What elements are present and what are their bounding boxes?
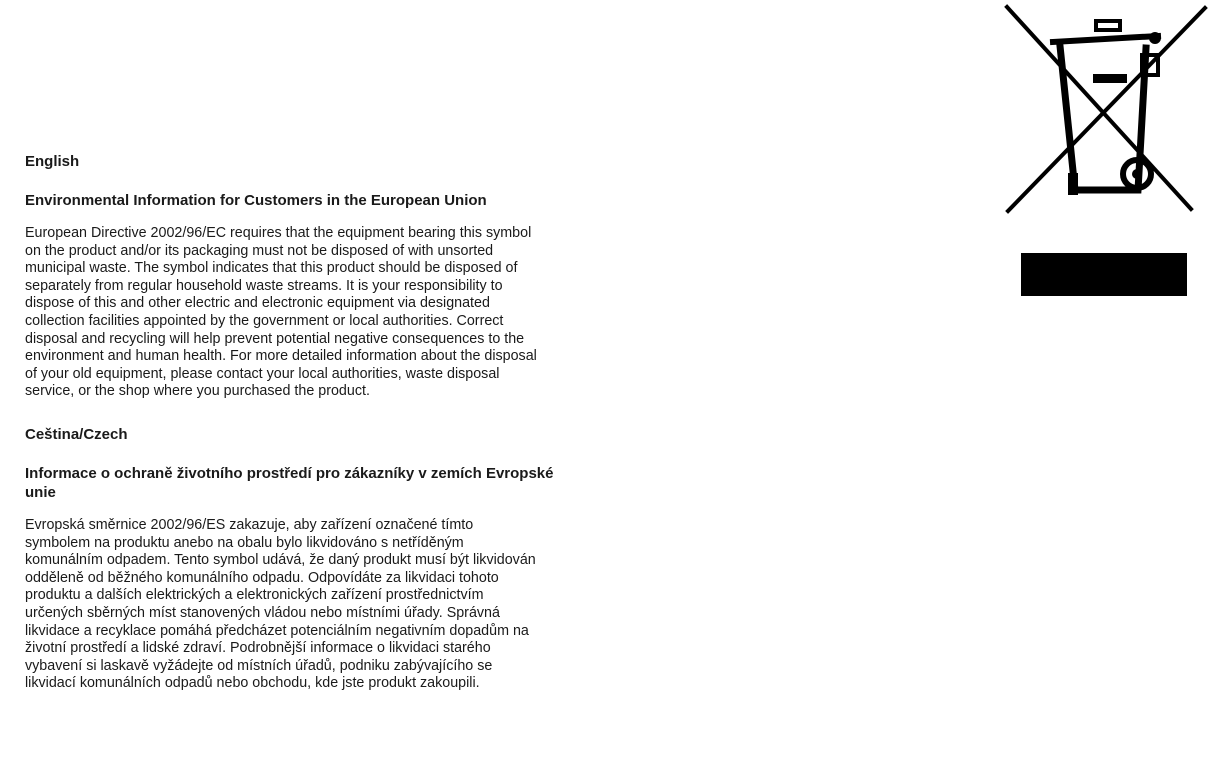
document-body <box>25 152 665 693</box>
paragraph-line: service, or the shop where you purchased the product. <box>25 383 370 400</box>
paragraph-line: vybavení si laskavě vyžádejte od místních úřadů, podniku zabývajícího se <box>25 657 493 674</box>
paragraph-line: komunálním odpadem. Tento symbol udává, že daný produkt musí být likvidován <box>25 552 536 569</box>
heading-line: Informace o ochraně životního prostředí pro zákazníky v zemích Evropské <box>25 464 554 482</box>
paragraph-line: odděleně od běžného komunálního odpadu. Odpovídáte za likvidaci tohoto <box>25 569 499 586</box>
section-czech <box>25 425 665 693</box>
section-paragraph <box>25 225 665 401</box>
section-heading <box>25 464 665 502</box>
section-heading: Environmental Information for Customers in the European Union <box>25 192 487 209</box>
language-label: English <box>25 153 80 170</box>
paragraph-line: collection facilities appointed by the government or local authorities. Correct <box>25 312 504 329</box>
paragraph-line: životní prostředí a lidské zdraví. Podrobnější informace o likvidaci starého <box>25 640 491 657</box>
paragraph-line: Evropská směrnice 2002/96/ES zakazuje, aby zařízení označené tímto <box>25 516 474 533</box>
section-paragraph <box>25 517 665 693</box>
paragraph-line: určených sběrných míst stanovených vládou nebo místními úřady. Správná <box>25 604 500 621</box>
language-label: Ceština/Czech <box>25 425 128 443</box>
symbol-bar <box>1021 253 1187 296</box>
paragraph-line: likvidací komunálních odpadů nebo obchodu, kde jste produkt zakoupili. <box>25 675 480 692</box>
heading-line: unie <box>25 483 56 501</box>
paragraph-line: separately from regular household waste streams. It is your responsibility to <box>25 277 503 294</box>
paragraph-line: on the product and/or its packaging must not be disposed of with unsorted <box>25 242 494 259</box>
paragraph-line: of your old equipment, please contact your local authorities, waste disposal <box>25 365 500 382</box>
section-english <box>25 152 665 401</box>
paragraph-line: European Directive 2002/96/EC requires that the equipment bearing this symbol <box>25 225 532 241</box>
paragraph-line: symbolem na produktu anebo na obalu bylo likvidováno s netříděným <box>25 534 464 551</box>
paragraph-line: dispose of this and other electric and electronic equipment via designated <box>25 295 490 312</box>
paragraph-line: likvidace a recyklace pomáhá předcházet potenciálním negativním dopadům na <box>25 622 529 639</box>
paragraph-line: municipal waste. The symbol indicates that this product should be disposed of <box>25 260 518 277</box>
paragraph-line: environment and human health. For more detailed information about the disposal <box>25 348 537 365</box>
section-spacer <box>25 401 665 425</box>
paragraph-line: produktu a dalších elektrických a elektronických zařízení prostřednictvím <box>25 587 484 604</box>
paragraph-line: disposal and recycling will help prevent potential negative consequences to the <box>25 330 525 347</box>
